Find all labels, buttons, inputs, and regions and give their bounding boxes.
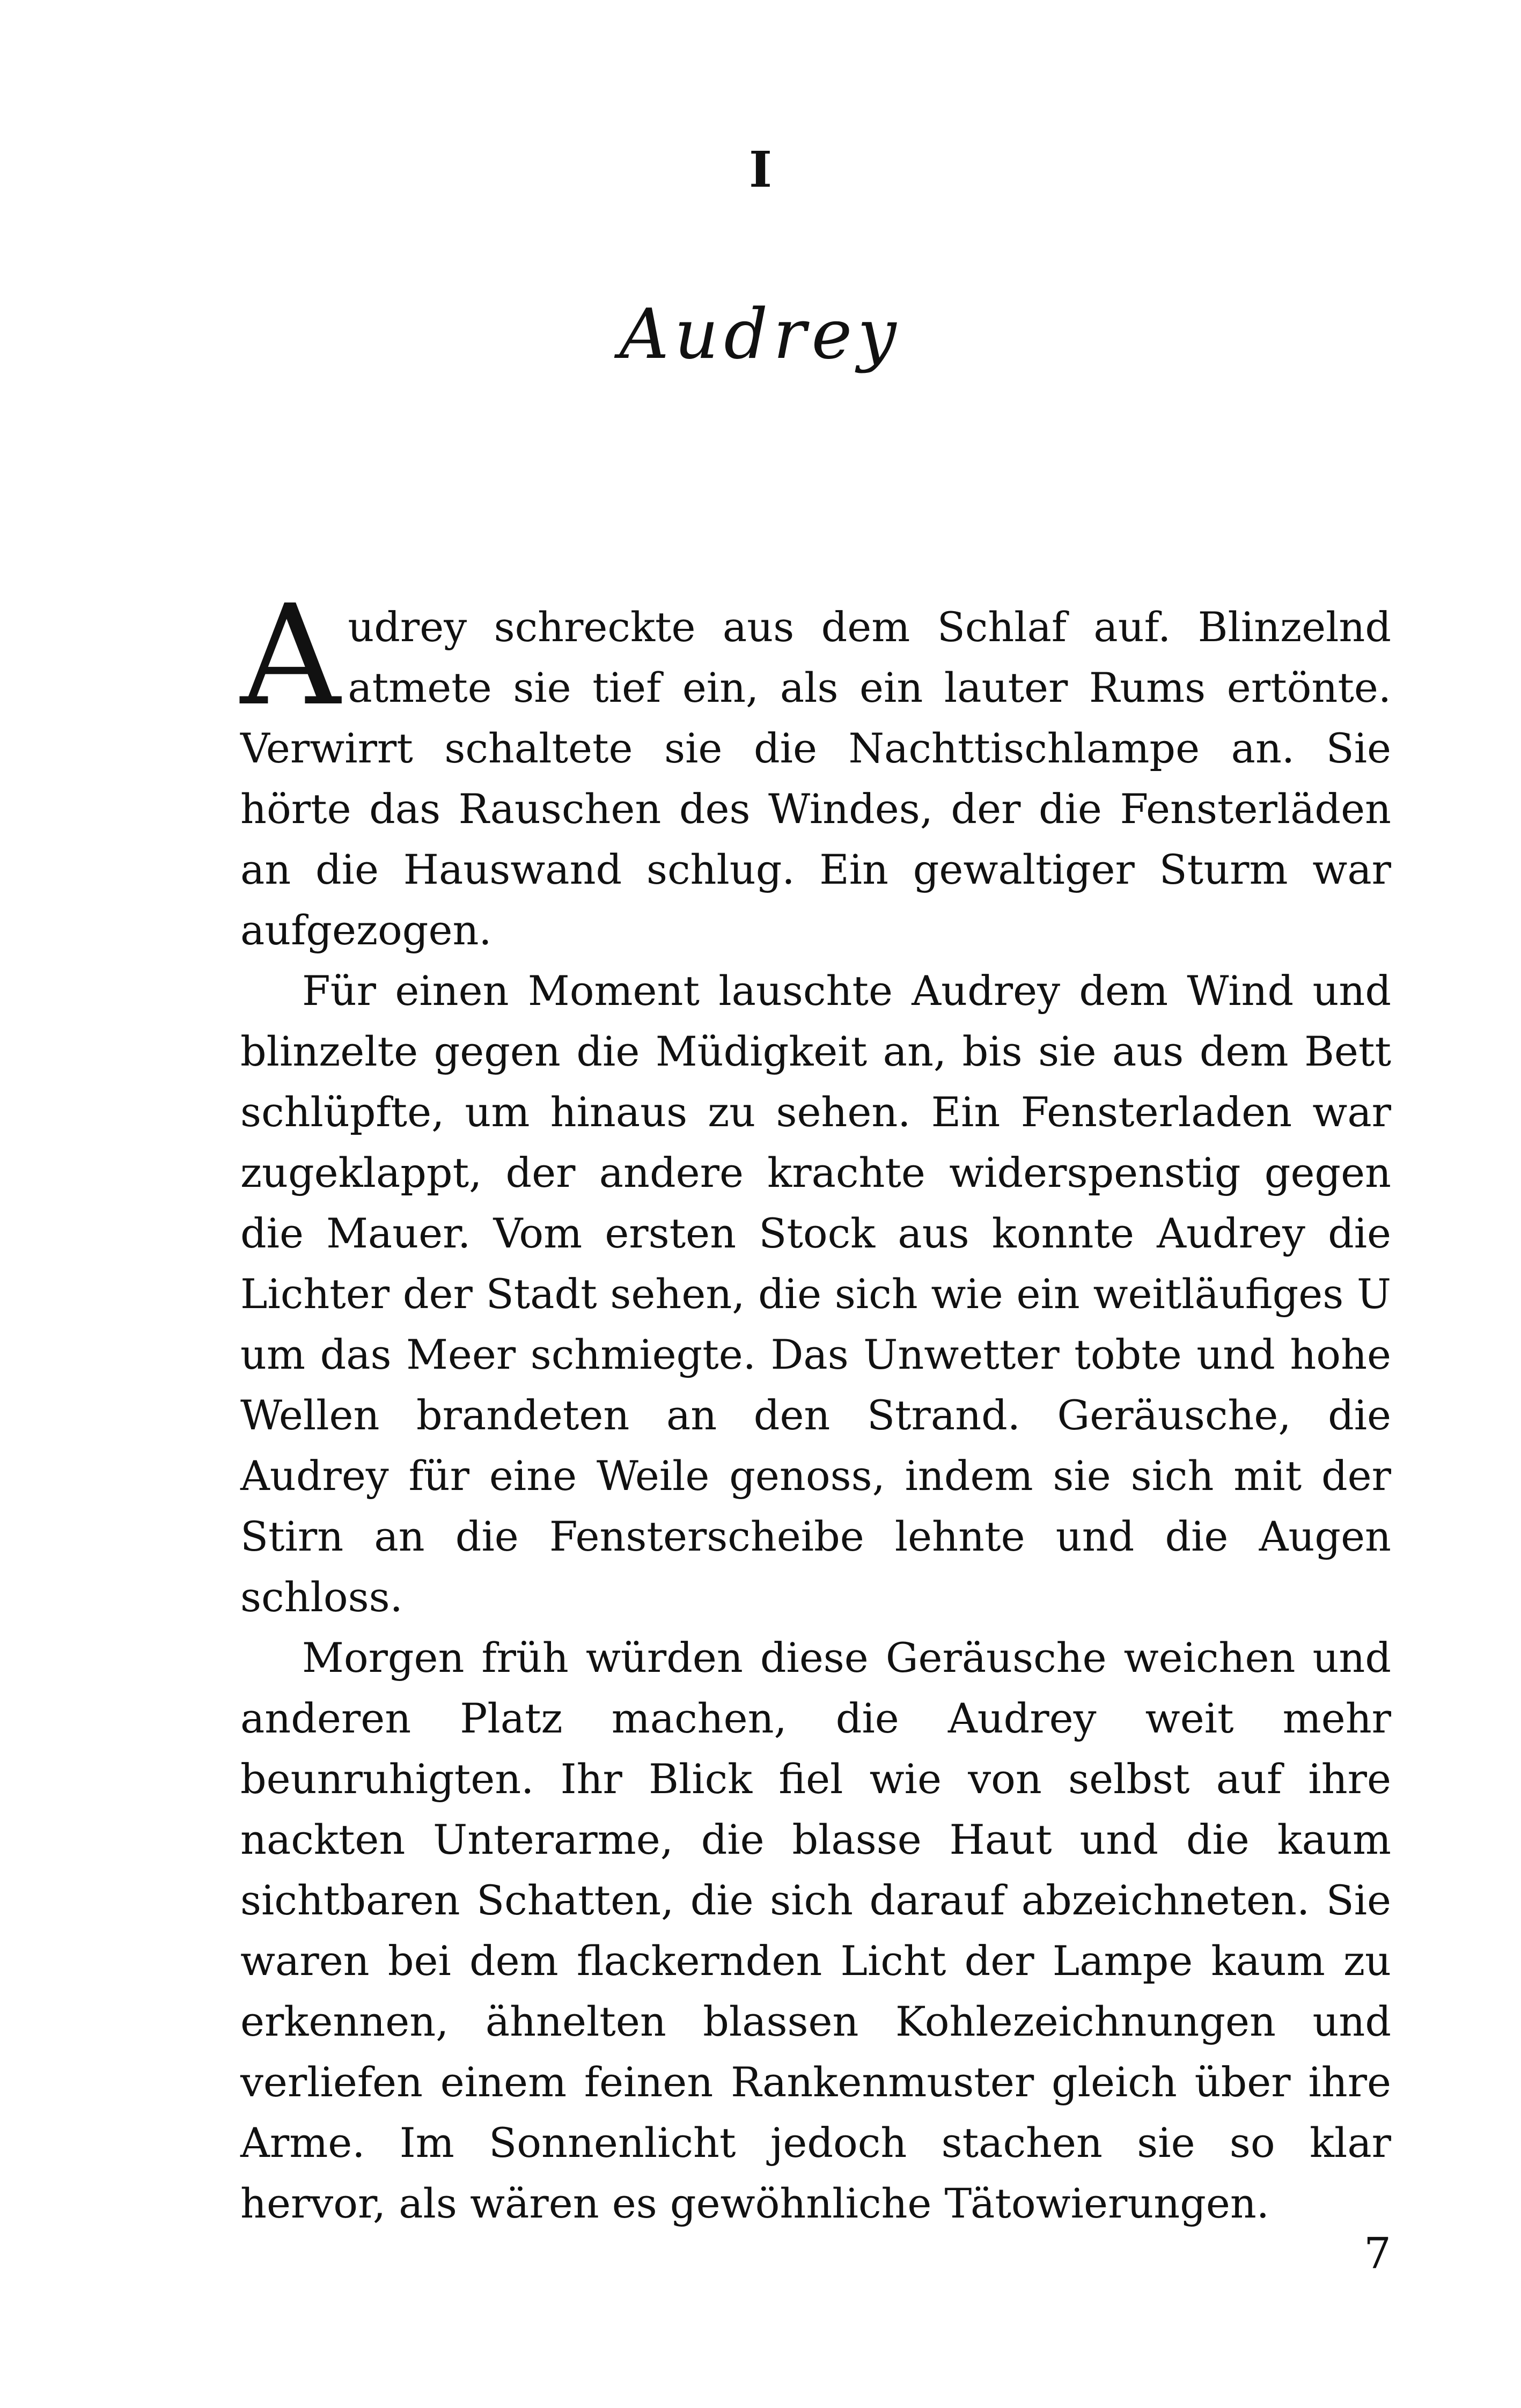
chapter-number: I xyxy=(748,141,773,199)
body-text xyxy=(240,575,1391,2234)
paragraph-3: Morgen früh würden diese Geräusche weichen und anderen Platz machen, die Audrey weit mehr beunruhigten. Ihr Blick fiel wie von selbst auf ihre nackten Unterarme, die blasse Haut und die kaum sichtbaren Schatten, die sich darauf abzeichneten. Sie waren bei dem flackernden Licht der Lampe kaum zu erkennen, ähnelten blassen Kohlezeichnungen und verliefen einem feinen Rankenmuster gleich über ihre Arme. Im Sonnenlicht jedoch stachen sie so klar hervor, als wären es gewöhnliche Tätowierungen. xyxy=(240,1634,1391,2227)
paragraph-2: Für einen Moment lauschte Audrey dem Wind und blinzelte gegen die Müdigkeit an, bis sie aus dem Bett schlüpfte, um hinaus zu sehen. Ein Fensterladen war zugeklappt, der andere krachte widerspenstig gegen die Mauer. Vom ersten Stock aus konnte Audrey die Lichter der Stadt sehen, die sich wie ein weitläufiges U um das Meer schmiegte. Das Unwetter tobte und hohe Wellen brandeten an den Strand. Geräusche, die Audrey für eine Weile genoss, indem sie sich mit der Stirn an die Fensterscheibe lehnte und die Augen schloss. xyxy=(240,967,1391,1621)
paragraph-1 xyxy=(240,575,1391,960)
paragraph-1-text: udrey schreckte aus dem Schlaf auf. Blinzelnd atmete sie tief ein, als ein lauter Rums ertönte. Verwirrt schaltete sie die Nachttischlampe an. Sie hörte das Rauschen des Windes, der die Fensterläden an die Hauswand schlug. Ein gewaltiger Sturm war aufgezogen. xyxy=(240,603,1391,954)
page-number: 7 xyxy=(1364,2228,1391,2278)
drop-cap: A xyxy=(240,575,341,736)
chapter-title: Audrey xyxy=(619,295,902,375)
